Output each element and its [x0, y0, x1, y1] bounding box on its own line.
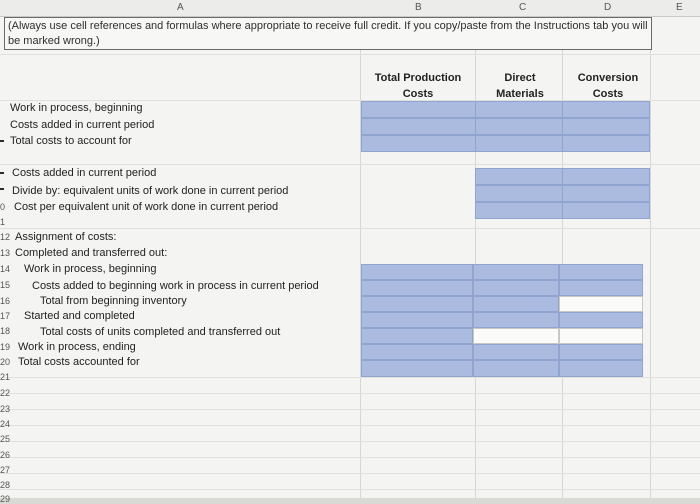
- row-number: 25: [0, 434, 11, 444]
- row-number: 17: [0, 311, 11, 321]
- grid-line: [0, 54, 700, 55]
- grid-line: [0, 164, 700, 165]
- row-number: 26: [0, 450, 11, 460]
- grid-line: [0, 457, 700, 458]
- row-number: 13: [0, 248, 11, 258]
- label-total-completed[interactable]: Total costs of units completed and transferred out: [40, 326, 281, 338]
- input-cell-dm[interactable]: [473, 264, 559, 280]
- grid-line: [0, 473, 700, 474]
- column-header-e[interactable]: E: [676, 2, 683, 13]
- input-cell-dm[interactable]: [475, 118, 563, 135]
- empty-cell[interactable]: [559, 328, 643, 344]
- grid-line: [0, 425, 700, 426]
- input-cell-cc[interactable]: [562, 168, 650, 185]
- label-started-completed[interactable]: Started and completed: [24, 310, 135, 322]
- header-total-line1: Total Production: [374, 72, 462, 84]
- input-cell-total[interactable]: [361, 360, 473, 377]
- input-cell-cc[interactable]: [562, 118, 650, 135]
- row-number: 0: [0, 202, 6, 212]
- input-cell-total[interactable]: [361, 296, 473, 312]
- row-number: 14: [0, 264, 11, 274]
- grid-line: [0, 441, 700, 442]
- row-number: 1: [0, 217, 6, 227]
- column-header-bar: [0, 0, 700, 17]
- input-cell-cc[interactable]: [562, 185, 650, 202]
- header-direct-line2: Materials: [496, 88, 544, 100]
- input-cell-total[interactable]: [361, 264, 473, 280]
- empty-cell[interactable]: [473, 328, 559, 344]
- label-assignment[interactable]: Assignment of costs:: [15, 231, 117, 243]
- input-cell-total[interactable]: [361, 344, 473, 360]
- label-wip-beginning[interactable]: Work in process, beginning: [10, 102, 143, 114]
- row-marker: [0, 188, 4, 190]
- label-divide-by[interactable]: Divide by: equivalent units of work done in current period: [12, 185, 289, 197]
- row-number: 20: [0, 357, 11, 367]
- header-conversion-costs[interactable]: [564, 70, 652, 102]
- row-number: 29: [0, 494, 11, 504]
- header-direct-line1: Direct: [504, 72, 536, 84]
- input-cell-cc[interactable]: [562, 101, 650, 118]
- row-marker: [0, 140, 4, 142]
- label-wip-ending[interactable]: Work in process, ending: [18, 341, 136, 353]
- row-number: 19: [0, 342, 11, 352]
- input-cell-dm[interactable]: [475, 168, 563, 185]
- row-number: 28: [0, 480, 11, 490]
- grid-line: [0, 228, 700, 229]
- row-number: 18: [0, 326, 11, 336]
- input-cell-cc[interactable]: [559, 264, 643, 280]
- input-cell-cc[interactable]: [562, 202, 650, 219]
- label-costs-added[interactable]: Costs added in current period: [10, 119, 155, 131]
- row-number: 21: [0, 372, 11, 382]
- label-total-accounted[interactable]: Total costs accounted for: [18, 356, 140, 368]
- input-cell-total[interactable]: [361, 280, 473, 296]
- label-completed-transferred[interactable]: Completed and transferred out:: [15, 247, 168, 259]
- input-cell-total[interactable]: [361, 328, 473, 344]
- row-number: 24: [0, 419, 11, 429]
- row-marker: [0, 172, 4, 174]
- instruction-cell[interactable]: (Always use cell references and formulas where appropriate to receive full credit. If you copy/paste from the Instructions tab you will be marked wrong.): [4, 17, 652, 50]
- input-cell-dm[interactable]: [473, 280, 559, 296]
- input-cell-total[interactable]: [361, 312, 473, 328]
- label-total-from-beginning[interactable]: Total from beginning inventory: [40, 295, 187, 307]
- input-cell-dm[interactable]: [473, 312, 559, 328]
- input-cell-cc[interactable]: [559, 280, 643, 296]
- column-header-d[interactable]: D: [604, 2, 612, 13]
- label-costs-added-beginning[interactable]: Costs added to beginning work in process in current period: [32, 280, 319, 292]
- label-total-to-account[interactable]: Total costs to account for: [10, 135, 132, 147]
- grid-line: [0, 489, 700, 490]
- input-cell-dm[interactable]: [475, 202, 563, 219]
- input-cell-dm[interactable]: [473, 360, 559, 377]
- input-cell-dm[interactable]: [475, 135, 563, 152]
- input-cell-total[interactable]: [361, 118, 476, 135]
- input-cell-dm[interactable]: [475, 101, 563, 118]
- label-cost-per-eu[interactable]: Cost per equivalent unit of work done in current period: [14, 201, 279, 213]
- input-cell-total[interactable]: [361, 101, 476, 118]
- input-cell-dm[interactable]: [475, 185, 563, 202]
- label-costs-added-2[interactable]: Costs added in current period: [12, 167, 157, 179]
- input-cell-cc[interactable]: [559, 312, 643, 328]
- grid-line: [0, 409, 700, 410]
- header-total-line2: Costs: [402, 88, 434, 100]
- column-header-c[interactable]: C: [519, 2, 527, 13]
- header-total-production[interactable]: [362, 70, 474, 102]
- grid-line: [0, 377, 700, 378]
- row-number: 23: [0, 404, 11, 414]
- row-number: 27: [0, 465, 11, 475]
- column-header-a[interactable]: A: [177, 2, 184, 13]
- input-cell-dm[interactable]: [473, 296, 559, 312]
- row-number: 15: [0, 280, 11, 290]
- empty-cell[interactable]: [559, 296, 643, 312]
- column-header-b[interactable]: B: [415, 2, 422, 13]
- row-number: 22: [0, 388, 11, 398]
- row-number: 12: [0, 232, 11, 242]
- input-cell-total[interactable]: [361, 135, 476, 152]
- header-conv-line2: Costs: [592, 88, 624, 100]
- input-cell-cc[interactable]: [559, 360, 643, 377]
- input-cell-cc[interactable]: [559, 344, 643, 360]
- label-wip-beginning-2[interactable]: Work in process, beginning: [24, 263, 157, 275]
- header-conv-line1: Conversion: [577, 72, 639, 84]
- header-direct-materials[interactable]: [477, 70, 563, 102]
- input-cell-cc[interactable]: [562, 135, 650, 152]
- row-number: 16: [0, 296, 11, 306]
- grid-line: [0, 393, 700, 394]
- input-cell-dm[interactable]: [473, 344, 559, 360]
